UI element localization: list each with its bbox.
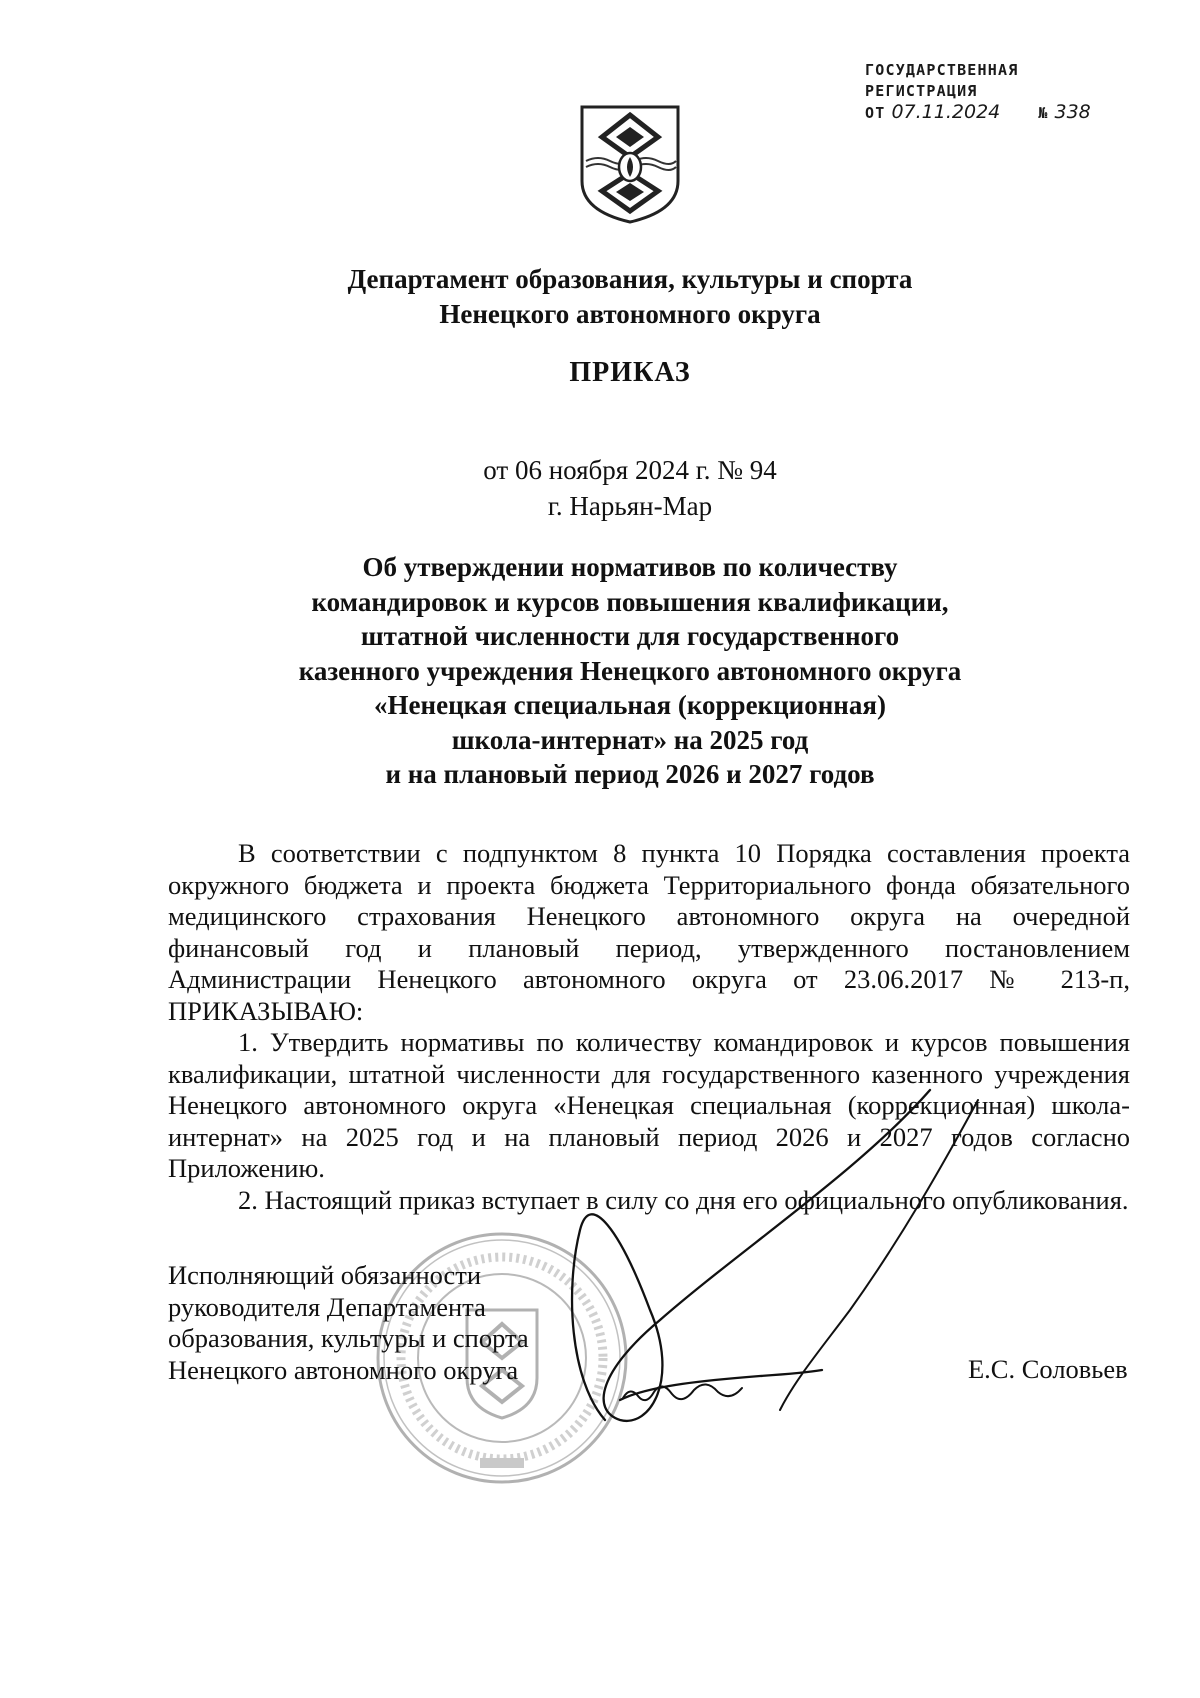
signatory-name: Е.С. Соловьев: [968, 1354, 1128, 1384]
signatory-position: [168, 1260, 529, 1386]
document-date-block: [0, 452, 1200, 524]
subject-line: и на плановый период 2026 и 2027 годов: [385, 759, 875, 789]
document-subject: [0, 550, 1200, 792]
body-intro-paragraph: В соответствии с подпунктом 8 пункта 10 Порядка составления проекта окружного бюджета и проекта бюджета Территориального фонда обязательного медицинского страхования Ненецкого автономного округа на очередной финансовый год и плановый период, утвержденного постановлением Администрации Ненецкого автономного округа от 23.06.2017 № 213-п, ПРИКАЗЫВАЮ:: [168, 838, 1130, 1026]
registration-number-sign: №: [1038, 104, 1049, 122]
registration-date: 07.11.2024: [891, 101, 1001, 123]
department-name: [0, 262, 1200, 332]
registration-date-row: [865, 102, 1091, 124]
signatory-position-line: Ненецкого автономного округа: [168, 1354, 519, 1385]
subject-line: «Ненецкая специальная (коррекционная): [374, 690, 886, 720]
signatory-position-line: Исполняющий обязанности: [168, 1260, 482, 1290]
body-item-2: 2. Настоящий приказ вступает в силу со дня его официального опубликования.: [238, 1184, 1129, 1215]
department-line2: Ненецкого автономного округа: [439, 299, 821, 329]
registration-from-label: ОТ: [865, 104, 886, 122]
coat-of-arms-icon: [578, 103, 682, 225]
subject-line: штатной численности для государственного: [360, 621, 900, 651]
body-item-1: 1. Утвердить нормативы по количеству командировок и курсов повышения квалификации, штатной численности для государственного казенного учреждения Ненецкого автономного округа «Ненецкая специальная (коррекционная) школа-интернат» на 2025 год и на плановый период 2026 и 2027 годов согласно Приложению.: [168, 1027, 1130, 1183]
subject-line: казенного учреждения Ненецкого автономного округа: [298, 655, 962, 686]
subject-line: командировок и курсов повышения квалификации,: [311, 586, 949, 617]
handwritten-signature-icon: [560, 1080, 1120, 1440]
department-line1: Департамент образования, культуры и спорта: [347, 264, 913, 294]
registration-line2: РЕГИСТРАЦИЯ: [865, 82, 978, 100]
signatory-position-line: образования, культуры и спорта: [168, 1323, 529, 1353]
document-city: г. Нарьян-Мар: [547, 491, 713, 521]
registration-number: 338: [1054, 101, 1091, 123]
subject-line: школа-интернат» на 2025 год: [451, 724, 809, 755]
subject-line: Об утверждении нормативов по количеству: [362, 552, 898, 582]
registration-stamp: [865, 60, 1091, 124]
signatory-position-line: руководителя Департамента: [168, 1291, 486, 1322]
document-date: от 06 ноября 2024 г. № 94: [483, 455, 777, 485]
document-type: ПРИКАЗ: [569, 357, 691, 388]
registration-line1: ГОСУДАРСТВЕННАЯ: [865, 61, 1019, 79]
